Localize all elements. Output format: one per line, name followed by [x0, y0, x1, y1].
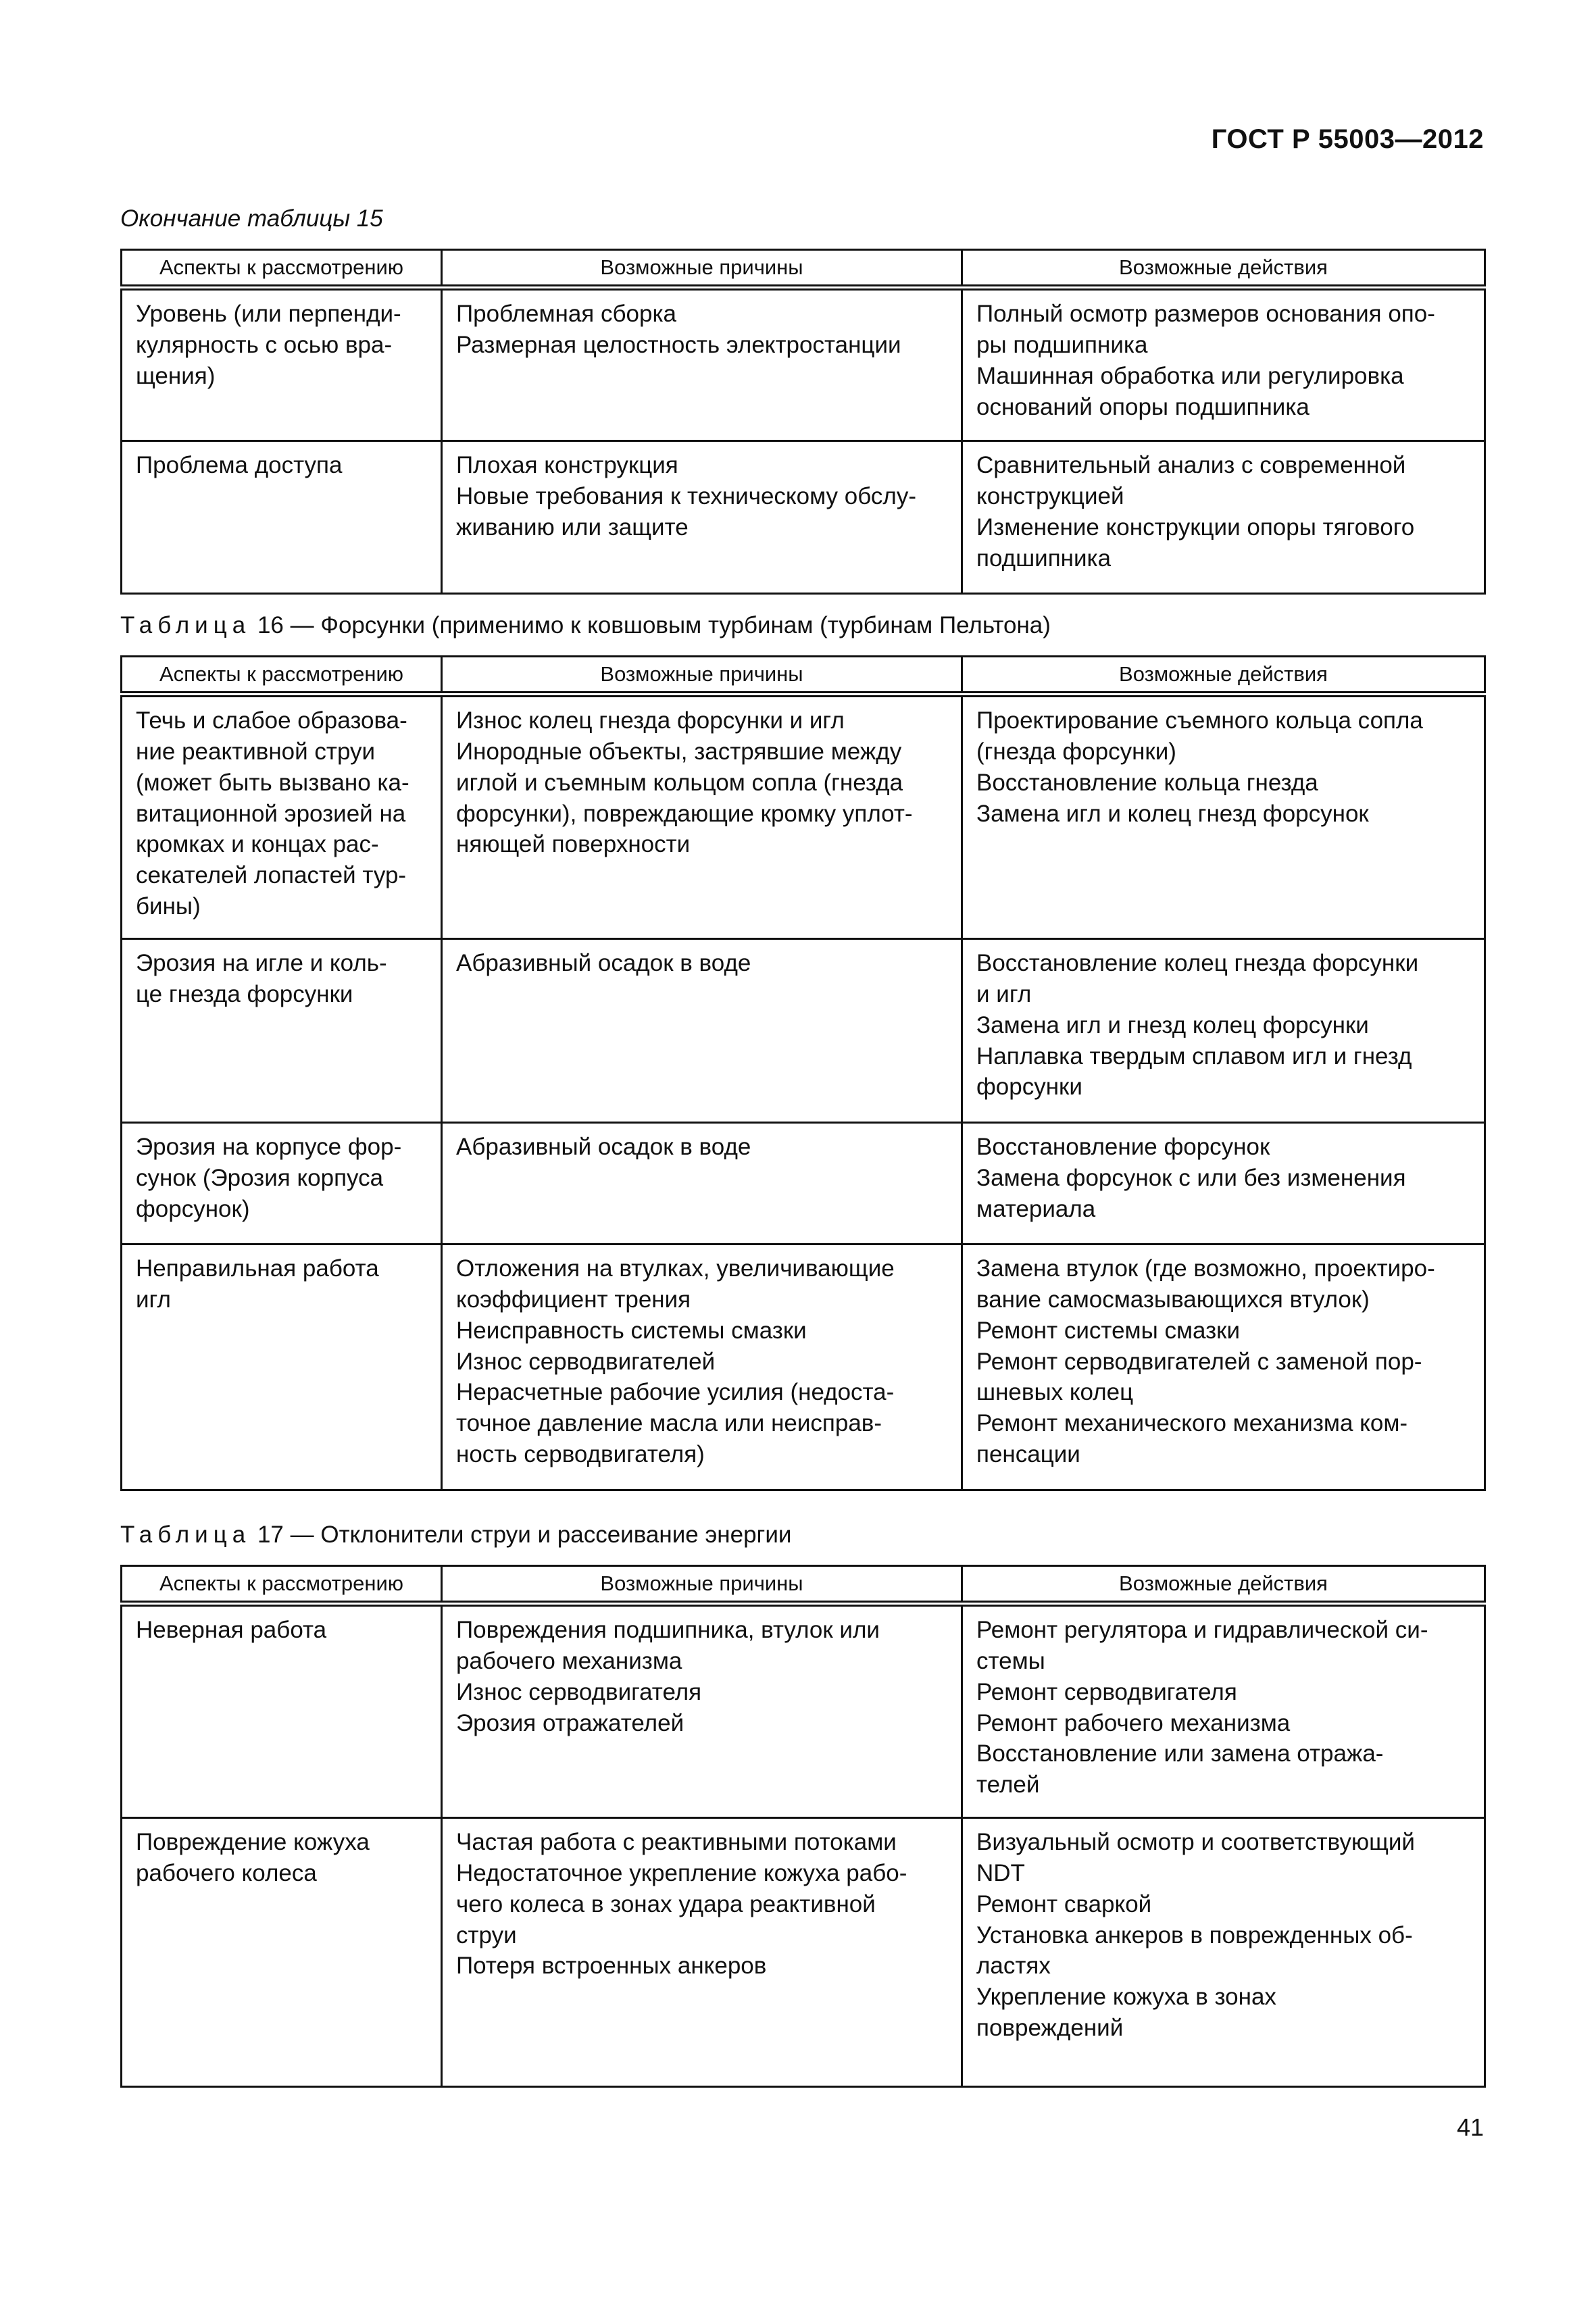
causes-cell [442, 939, 962, 1123]
cell-line: Неправильная работа [136, 1255, 379, 1282]
table16-caption [120, 612, 1051, 639]
aspect-cell [122, 1123, 442, 1244]
cell-line: Машинная обработка или регулировка [976, 362, 1404, 389]
cell-line: конструкцией [976, 482, 1124, 509]
cell-line: Восстановление форсунок [976, 1134, 1270, 1160]
cell-line: Повреждения подшипника, втулок или [456, 1617, 880, 1643]
column-header-aspects: Аспекты к рассмотрению [122, 657, 442, 695]
cell-line: Ремонт механического механизма ком- [976, 1410, 1408, 1437]
aspect-cell [122, 1818, 442, 2087]
table16-caption-text: 16 — Форсунки (применимо к ковшовым турбинам (турбинам Пельтона) [257, 612, 1051, 638]
cell-line: Проектирование съемного кольца сопла [976, 707, 1423, 734]
cell-line: (может быть вызвано ка- [136, 769, 409, 796]
causes-cell [442, 1123, 962, 1244]
cell-line: материала [976, 1195, 1096, 1222]
cell-line: Ремонт регулятора и гидравлической си- [976, 1617, 1428, 1643]
causes-cell [442, 441, 962, 594]
cell-line: Уровень (или перпенди- [136, 301, 401, 327]
cell-line: Износ колец гнезда форсунки и игл [456, 707, 845, 734]
cell-line: вание самосмазывающихся втулок) [976, 1286, 1370, 1313]
cell-line: подшипника [976, 545, 1112, 572]
cell-line: Установка анкеров в поврежденных об- [976, 1921, 1413, 1948]
cell-line: Наплавка твердым сплавом игл и гнезд [976, 1042, 1412, 1070]
cell-line: Отложения на втулках, увеличивающие [456, 1255, 895, 1282]
table-header-row [122, 1566, 1485, 1604]
cell-line: Абразивный осадок в воде [456, 950, 751, 976]
cell-line: няющей поверхности [456, 831, 691, 858]
aspect-cell [122, 939, 442, 1123]
cell-line: игл [136, 1286, 171, 1313]
cell-line: форсунок) [136, 1195, 250, 1222]
table-header-row [122, 657, 1485, 695]
table-17 [120, 1565, 1486, 2088]
actions-cell [962, 1123, 1485, 1244]
cell-line: Ремонт системы смазки [976, 1317, 1241, 1344]
cell-line: Неверная работа [136, 1617, 327, 1643]
column-header-causes: Возможные причины [442, 657, 962, 695]
cell-line: чего колеса в зонах удара реактивной [456, 1890, 876, 1917]
cell-line: Повреждение кожуха [136, 1829, 370, 1855]
cell-line: рабочего механизма [456, 1647, 682, 1674]
actions-cell [962, 1244, 1485, 1490]
cell-line: Ремонт рабочего механизма [976, 1709, 1291, 1736]
actions-cell [962, 695, 1485, 939]
table16-caption-label: Таблица [120, 612, 251, 638]
table-row [122, 1604, 1485, 1818]
cell-line: Восстановление кольца гнезда [976, 769, 1318, 796]
cell-line: струи [456, 1921, 517, 1948]
cell-line: витационной эрозией на [136, 800, 406, 827]
cell-line: иглой и съемным кольцом сопла (гнезда [456, 769, 903, 796]
table-16 [120, 655, 1486, 1491]
actions-cell [962, 441, 1485, 594]
causes-cell [442, 1818, 962, 2087]
cell-line: Изменение конструкции опоры тягового [976, 513, 1415, 540]
cell-line: щения) [136, 362, 216, 389]
table-header-row [122, 250, 1485, 288]
column-header-actions: Возможные действия [962, 250, 1485, 288]
cell-line: Визуальный осмотр и соответствующий [976, 1829, 1415, 1855]
cell-line: Замена форсунок с или без изменения [976, 1164, 1406, 1191]
cell-line: Ремонт серводвигателя [976, 1678, 1237, 1705]
cell-line: ние реактивной струи [136, 738, 376, 765]
cell-line: ность серводвигателя) [456, 1441, 705, 1468]
cell-line: Износ серводвигателей [456, 1348, 716, 1375]
table17-caption-text: 17 — Отклонители струи и рассеивание энергии [257, 1521, 792, 1548]
cell-line: Течь и слабое образова- [136, 707, 407, 734]
table-row [122, 288, 1485, 441]
actions-cell [962, 1604, 1485, 1818]
cell-line: Замена втулок (где возможно, проектиро- [976, 1255, 1435, 1282]
table-row [122, 939, 1485, 1123]
cell-line: бины) [136, 893, 201, 920]
cell-line: Абразивный осадок в воде [456, 1134, 751, 1160]
aspect-cell [122, 441, 442, 594]
cell-line: Нерасчетные рабочие усилия (недоста- [456, 1379, 895, 1406]
cell-line: Полный осмотр размеров основания опо- [976, 301, 1435, 327]
cell-line: Ремонт сваркой [976, 1890, 1152, 1917]
table17-caption [120, 1521, 791, 1549]
column-header-causes: Возможные причины [442, 250, 962, 288]
cell-line: Потеря встроенных анкеров [456, 1953, 767, 1980]
cell-line: Восстановление колец гнезда форсунки [976, 950, 1419, 976]
cell-line: (гнезда форсунки) [976, 738, 1176, 765]
cell-line: пенсации [976, 1441, 1080, 1468]
cell-line: ры подшипника [976, 331, 1148, 358]
column-header-actions: Возможные действия [962, 1566, 1485, 1604]
table15-caption: Окончание таблицы 15 [120, 205, 383, 232]
cell-line: форсунки), повреждающие кромку уплот- [456, 800, 913, 827]
cell-line: сунок (Эрозия корпуса [136, 1164, 384, 1191]
cell-line: Неисправность системы смазки [456, 1317, 807, 1344]
table-row [122, 695, 1485, 939]
cell-line: Ремонт серводвигателей с заменой пор- [976, 1348, 1422, 1375]
cell-line: Новые требования к техническому обслу- [456, 482, 916, 509]
cell-line: ластях [976, 1953, 1051, 1980]
causes-cell [442, 1604, 962, 1818]
cell-line: телей [976, 1771, 1040, 1799]
cell-line: Укрепление кожуха в зонах [976, 1984, 1276, 2011]
cell-line: Эрозия на игле и коль- [136, 950, 387, 976]
cell-line: повреждений [976, 2015, 1124, 2042]
cell-line: Проблема доступа [136, 452, 343, 478]
cell-line: кулярность с осью вра- [136, 331, 393, 358]
cell-line: Инородные объекты, застрявшие между [456, 738, 902, 765]
causes-cell [442, 1244, 962, 1490]
table-row [122, 441, 1485, 594]
cell-line: стемы [976, 1647, 1045, 1674]
column-header-aspects: Аспекты к рассмотрению [122, 250, 442, 288]
cell-line: Эрозия отражателей [456, 1709, 684, 1736]
aspect-cell [122, 288, 442, 441]
cell-line: Восстановление или замена отража- [976, 1740, 1384, 1767]
cell-line: NDT [976, 1859, 1025, 1886]
column-header-actions: Возможные действия [962, 657, 1485, 695]
actions-cell [962, 939, 1485, 1123]
actions-cell [962, 288, 1485, 441]
cell-line: точное давление масла или неисправ- [456, 1410, 882, 1437]
cell-line: Проблемная сборка [456, 301, 677, 327]
aspect-cell [122, 1244, 442, 1490]
table-row [122, 1244, 1485, 1490]
table-row [122, 1123, 1485, 1244]
cell-line: Сравнительный анализ с современной [976, 452, 1406, 478]
aspect-cell [122, 1604, 442, 1818]
table-row [122, 1818, 1485, 2087]
cell-line: живанию или защите [456, 513, 689, 540]
cell-line: Размерная целостность электростанции [456, 331, 901, 358]
column-header-causes: Возможные причины [442, 1566, 962, 1604]
page-number: 41 [1456, 2113, 1484, 2141]
aspect-cell [122, 695, 442, 939]
cell-line: форсунки [976, 1074, 1082, 1101]
cell-line: шневых колец [976, 1379, 1134, 1406]
cell-line: рабочего колеса [136, 1859, 317, 1886]
cell-line: Износ серводвигателя [456, 1678, 702, 1705]
cell-line: кромках и концах рас- [136, 831, 379, 858]
cell-line: Частая работа с реактивными потоками [456, 1829, 897, 1855]
cell-line: и игл [976, 980, 1032, 1007]
document-code: ГОСТ Р 55003—2012 [1211, 124, 1484, 154]
cell-line: оснований опоры подшипника [976, 393, 1310, 420]
cell-line: секателей лопастей тур- [136, 862, 407, 889]
causes-cell [442, 695, 962, 939]
table-15 [120, 249, 1486, 595]
cell-line: коэффициент трения [456, 1286, 691, 1313]
causes-cell [442, 288, 962, 441]
column-header-aspects: Аспекты к рассмотрению [122, 1566, 442, 1604]
cell-line: Недостаточное укрепление кожуха рабо- [456, 1859, 907, 1886]
cell-line: Эрозия на корпусе фор- [136, 1134, 402, 1160]
actions-cell [962, 1818, 1485, 2087]
cell-line: це гнезда форсунки [136, 980, 353, 1007]
cell-line: Плохая конструкция [456, 452, 678, 478]
cell-line: Замена игл и гнезд колец форсунки [976, 1011, 1369, 1038]
table17-caption-label: Таблица [120, 1521, 251, 1548]
cell-line: Замена игл и колец гнезд форсунок [976, 800, 1369, 827]
